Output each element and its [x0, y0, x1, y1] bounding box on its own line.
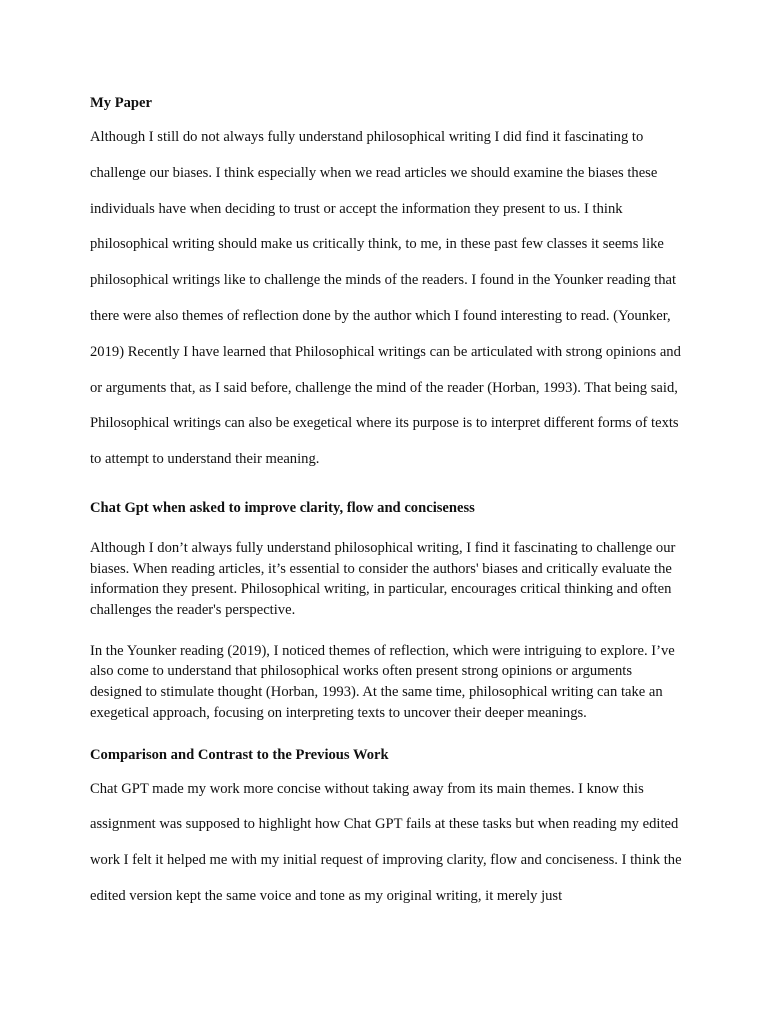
section-original-text	[90, 120, 684, 478]
heading-comparison: Comparison and Contrast to the Previous Work	[90, 746, 389, 763]
document-body	[90, 93, 684, 915]
paragraph-chatgpt-2: In the Younker reading (2019), I noticed themes of reflection, which were intriguing to explore. I’ve also come to understand that philosophical works often present strong opinions or arguments designed to stimulate thought (Horban, 1993). At the same time, philosophical writing can take an exegetical approach, focusing on interpreting texts to uncover their deeper meanings.	[90, 642, 675, 721]
section-comparison-text	[90, 772, 684, 915]
paragraph-original: Although I still do not always fully understand philosophical writing I did find it fascinating to challenge our biases. I think especially when we read articles we should examine the biases these individuals have when deciding to trust or accept the information they present to us. I think philosophical writing should make us critically think, to me, in these past few classes it seems like philosophical writings like to challenge the minds of the readers. I found in the Younker reading that there were also themes of reflection done by the author which I found interesting to read. (Younker, 2019) Recently I have learned that Philosophical writings can be articulated with strong opinions and or arguments that, as I said before, challenge the mind of the reader (Horban, 1993). That being said, Philosophical writings can also be exegetical where its purpose is to interpret different forms of texts to attempt to understand their meaning.	[90, 129, 681, 468]
paragraph-chatgpt-1: Although I don’t always fully understand philosophical writing, I find it fascinating to challenge our biases. When reading articles, it’s essential to consider the authors' biases and critically evaluate the information they present. Philosophical writing, in particular, encourages critical thinking and often challenges the reader's perspective.	[90, 539, 676, 619]
section-chatgpt-text	[90, 538, 684, 724]
paragraph-comparison: Chat GPT made my work more concise without taking away from its main themes. I know this assignment was supposed to highlight how Chat GPT fails at these tasks but when reading my edited work I felt it helped me with my initial request of improving clarity, flow and conciseness. I think the edited version kept the same voice and tone as my original writing, it merely just	[90, 780, 682, 904]
heading-chatgpt-version: Chat Gpt when asked to improve clarity, flow and conciseness	[90, 499, 475, 516]
heading-my-paper: My Paper	[90, 95, 153, 111]
